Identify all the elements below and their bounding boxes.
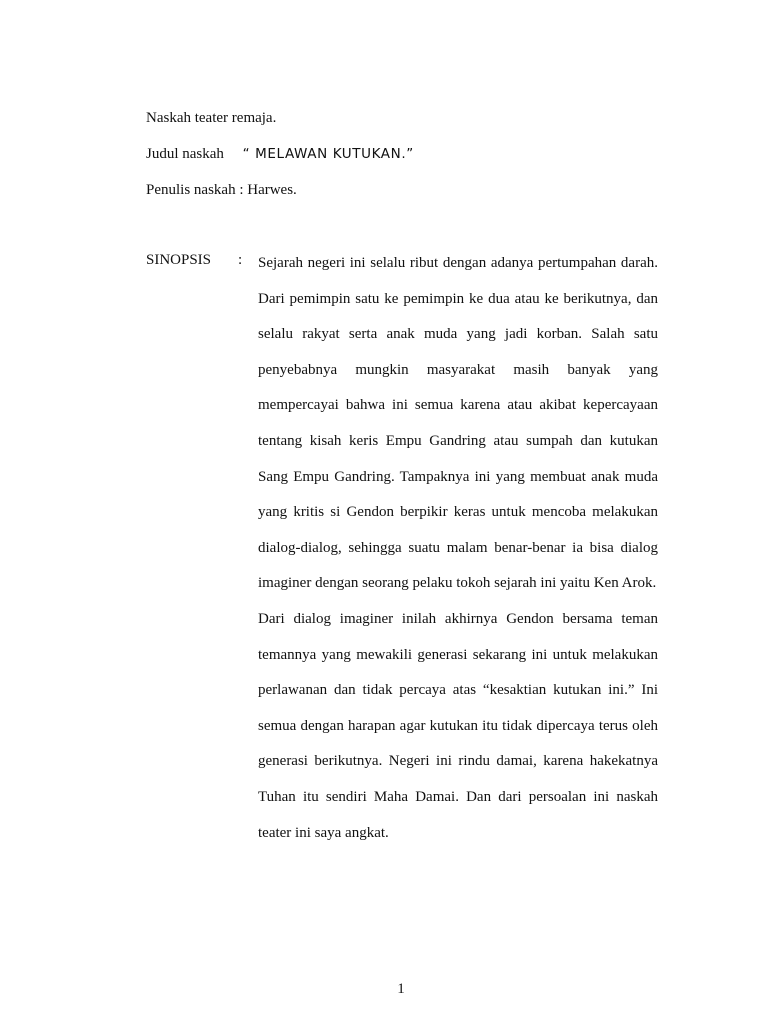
synopsis-colon: : [238, 252, 243, 268]
author-line: Penulis naskah : Harwes. [146, 182, 297, 198]
title-value: “ MELAWAN KUTUKAN.” [242, 146, 414, 162]
synopsis-paragraph-2: Dari dialog imaginer inilah akhirnya Gendon bersama teman temannya yang mewakili generasi sekarang ini untuk melakukan perlawanan dan tidak percaya atas “kesaktian kutukan ini.” Ini semua dengan harapan agar kutukan itu tidak dipercaya terus oleh generasi berikutnya. Negeri ini rindu damai, karena hakekatnya Tuhan itu sendiri Maha Damai. Dan dari persoalan ini naskah teater ini saya angkat. [258, 610, 658, 841]
title-label: Judul naskah [146, 146, 224, 162]
synopsis-label: SINOPSIS [146, 252, 212, 268]
page-number: 1 [397, 981, 405, 997]
script-type-line: Naskah teater remaja. [146, 110, 277, 126]
script-title-line [146, 146, 414, 163]
synopsis-body [258, 246, 658, 851]
synopsis-paragraph-1: Sejarah negeri ini selalu ribut dengan adanya pertumpahan darah. Dari pemimpin satu ke pemimpin ke dua atau ke berikutnya, dan selalu rakyat serta anak muda yang jadi korban. Salah satu penyebabnya mungkin masyarakat masih banyak yang mempercayai bahwa ini semua karena atau akibat kepercayaan tentang kisah keris Empu Gandring atau sumpah dan kutukan Sang Empu Gandring. Tampaknya ini yang membuat anak muda yang kritis si Gendon berpikir keras untuk mencoba melakukan dialog-dialog, sehingga suatu malam benar-benar ia bisa dialog imaginer dengan seorang pelaku tokoh sejarah ini yaitu Ken Arok. [258, 255, 658, 592]
